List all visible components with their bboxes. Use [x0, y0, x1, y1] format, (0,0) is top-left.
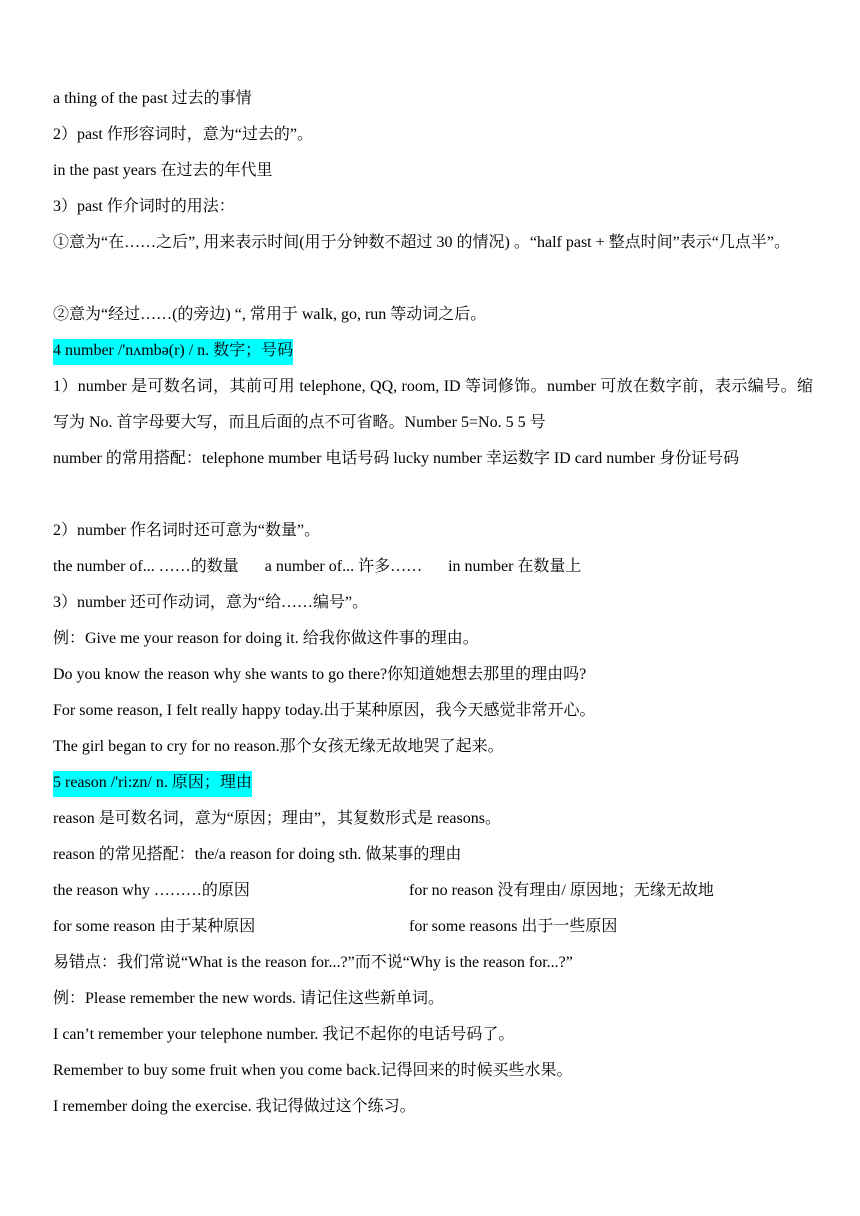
text-line: 3）number 还可作动词，意为“给……编号”。: [53, 594, 369, 611]
phrase: the number of... ……的数量: [53, 558, 239, 575]
text-line: reason 是可数名词，意为“原因；理由”，其复数形式是 reasons。: [53, 810, 501, 827]
text-line: Do you know the reason why she wants to go there?你知道她想去那里的理由吗?: [53, 666, 587, 683]
paragraph: ①意为“在……之后”, 用来表示时间(用于分钟数不超过 30 的情况) 。“half past + 整点时间”表示“几点半”。: [53, 234, 790, 251]
phrase: for no reason 没有理由/ 原因地；无缘无故地: [409, 882, 714, 899]
text-line: The girl began to cry for no reason.那个女孩无缘无故地哭了起来。: [53, 738, 504, 755]
text-line: 3）past 作介词时的用法：: [53, 198, 235, 215]
text-line: I remember doing the exercise. 我记得做过这个练习。: [53, 1098, 416, 1115]
text-line: I can’t remember your telephone number. 我记不起你的电话号码了。: [53, 1026, 515, 1043]
text-line: 2）past 作形容词时，意为“过去的”。: [53, 126, 313, 143]
text-line: ②意为“经过……(的旁边) “, 常用于 walk, go, run 等动词之后。: [53, 306, 487, 323]
text-line: [53, 557, 813, 577]
text-line: For some reason, I felt really happy today.出于某种原因，我今天感觉非常开心。: [53, 702, 596, 719]
paragraph: number 的常用搭配：telephone mumber 电话号码 lucky number 幸运数字 ID card number 身份证号码: [53, 450, 740, 467]
text-line: [53, 917, 813, 937]
section-heading-number: [53, 339, 813, 365]
phrase: in number 在数量上: [448, 558, 582, 575]
section-heading-reason: [53, 771, 813, 797]
text-line: reason 的常见搭配：the/a reason for doing sth. 做某事的理由: [53, 846, 462, 863]
phrase: for some reasons 出于一些原因: [409, 918, 618, 935]
text-line: [53, 881, 813, 901]
phrase: the reason why ………的原因: [53, 882, 250, 899]
text-line: 例：Please remember the new words. 请记住这些新单词。: [53, 990, 445, 1007]
text-line: in the past years 在过去的年代里: [53, 162, 273, 179]
highlighted-heading: 4 number /'nʌmbə(r) / n. 数字；号码: [53, 339, 293, 365]
phrase: for some reason 由于某种原因: [53, 918, 256, 935]
paragraph: 1）number 是可数名词，其前可用 telephone, QQ, room, ID 等词修饰。number 可放在数字前，表示编号。缩写为 No. 首字母要大写，而且后面的点不可省略。Number 5=No. 5 5 号: [53, 378, 813, 431]
text-line: 例：Give me your reason for doing it. 给我你做这件事的理由。: [53, 630, 479, 647]
text-line: a thing of the past 过去的事情: [53, 90, 252, 107]
text-line: 2）number 作名词时还可意为“数量”。: [53, 522, 321, 539]
text-line: 易错点：我们常说“What is the reason for...?”而不说“Why is the reason for...?”: [53, 954, 573, 971]
highlighted-heading: 5 reason /'ri:zn/ n. 原因；理由: [53, 771, 252, 797]
phrase: a number of... 许多……: [264, 558, 423, 575]
text-line: Remember to buy some fruit when you come back.记得回来的时候买些水果。: [53, 1062, 573, 1079]
